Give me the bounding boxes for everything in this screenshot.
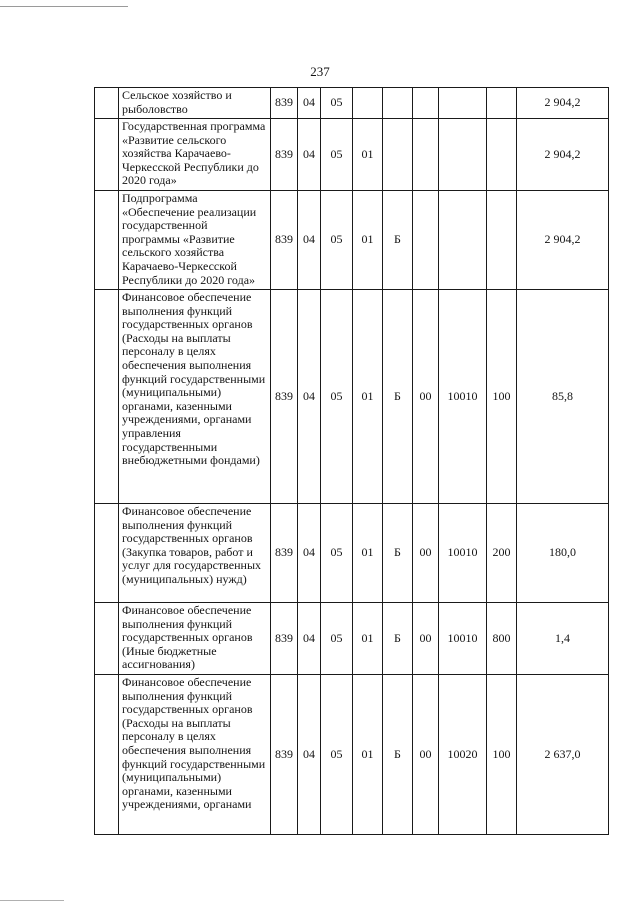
- table-row: [95, 290, 609, 504]
- direction-code: 10010: [439, 603, 487, 675]
- subprogram-code: [383, 119, 413, 191]
- amount: 2 637,0: [517, 675, 609, 835]
- expense-type-code: 800: [487, 603, 517, 675]
- blank-cell: [95, 191, 119, 290]
- ministry-code: 839: [271, 88, 298, 119]
- row-name: Финансовое обеспечение выполнения функций государственных органов (Иные бюджетные ассигнования): [119, 603, 271, 675]
- amount: 2 904,2: [517, 88, 609, 119]
- program-code: 01: [353, 504, 383, 603]
- subprogram-code: Б: [383, 603, 413, 675]
- section-code: 04: [298, 191, 321, 290]
- activity-code: 00: [413, 675, 439, 835]
- program-code: 01: [353, 119, 383, 191]
- expense-type-code: 200: [487, 504, 517, 603]
- program-code: 01: [353, 290, 383, 504]
- ministry-code: 839: [271, 504, 298, 603]
- row-name: Финансовое обеспечение выполнения функций государственных органов (Закупка товаров, работ и услуг для государственных (муниципальных) нужд): [119, 504, 271, 603]
- blank-cell: [95, 504, 119, 603]
- table-row: [95, 504, 609, 603]
- blank-cell: [95, 675, 119, 835]
- expense-type-code: [487, 191, 517, 290]
- subprogram-code: Б: [383, 675, 413, 835]
- direction-code: 10010: [439, 290, 487, 504]
- direction-code: [439, 88, 487, 119]
- direction-code: 10010: [439, 504, 487, 603]
- table-row: [95, 603, 609, 675]
- blank-cell: [95, 88, 119, 119]
- subsection-code: 05: [321, 603, 353, 675]
- ministry-code: 839: [271, 290, 298, 504]
- activity-code: 00: [413, 504, 439, 603]
- table-row: [95, 119, 609, 191]
- activity-code: [413, 119, 439, 191]
- ministry-code: 839: [271, 119, 298, 191]
- row-name: Финансовое обеспечение выполнения функций государственных органов (Расходы на выплаты персоналу в целях обеспечения выполнения функций государственными (муниципальными) органами, казенными учреждениями, органами управления государственными внебюджетными фондами): [119, 290, 271, 504]
- table-row: [95, 675, 609, 835]
- section-code: 04: [298, 88, 321, 119]
- direction-code: [439, 191, 487, 290]
- ministry-code: 839: [271, 675, 298, 835]
- program-code: [353, 88, 383, 119]
- direction-code: 10020: [439, 675, 487, 835]
- activity-code: [413, 191, 439, 290]
- activity-code: [413, 88, 439, 119]
- activity-code: 00: [413, 603, 439, 675]
- amount: 180,0: [517, 504, 609, 603]
- section-code: 04: [298, 290, 321, 504]
- blank-cell: [95, 603, 119, 675]
- table-row: [95, 191, 609, 290]
- section-code: 04: [298, 603, 321, 675]
- program-code: 01: [353, 191, 383, 290]
- row-name: Государственная программа «Развитие сельского хозяйства Карачаево-Черкесской Республики до 2020 года»: [119, 119, 271, 191]
- subsection-code: 05: [321, 675, 353, 835]
- row-name: Подпрограмма «Обеспечение реализации государственной программы «Развитие сельского хозяйства Карачаево-Черкесской Республики до 2020 года»: [119, 191, 271, 290]
- direction-code: [439, 119, 487, 191]
- subsection-code: 05: [321, 290, 353, 504]
- program-code: 01: [353, 603, 383, 675]
- row-name: Финансовое обеспечение выполнения функций государственных органов (Расходы на выплаты персоналу в целях обеспечения выполнения функций государственными (муниципальными) органами, казенными учреждениями, органами: [119, 675, 271, 835]
- amount: 2 904,2: [517, 119, 609, 191]
- amount: 85,8: [517, 290, 609, 504]
- row-name: Сельское хозяйство и рыболовство: [119, 88, 271, 119]
- scan-edge-mark: [0, 900, 64, 901]
- section-code: 04: [298, 675, 321, 835]
- budget-table: [94, 87, 609, 835]
- subprogram-code: Б: [383, 504, 413, 603]
- expense-type-code: 100: [487, 290, 517, 504]
- expense-type-code: [487, 119, 517, 191]
- subprogram-code: Б: [383, 191, 413, 290]
- ministry-code: 839: [271, 603, 298, 675]
- subsection-code: 05: [321, 191, 353, 290]
- page-number: 237: [310, 64, 330, 79]
- blank-cell: [95, 290, 119, 504]
- expense-type-code: [487, 88, 517, 119]
- program-code: 01: [353, 675, 383, 835]
- section-code: 04: [298, 119, 321, 191]
- subprogram-code: Б: [383, 290, 413, 504]
- subprogram-code: [383, 88, 413, 119]
- table-row: [95, 88, 609, 119]
- scan-edge-mark: [0, 6, 128, 7]
- subsection-code: 05: [321, 88, 353, 119]
- ministry-code: 839: [271, 191, 298, 290]
- subsection-code: 05: [321, 504, 353, 603]
- expense-type-code: 100: [487, 675, 517, 835]
- activity-code: 00: [413, 290, 439, 504]
- subsection-code: 05: [321, 119, 353, 191]
- amount: 2 904,2: [517, 191, 609, 290]
- amount: 1,4: [517, 603, 609, 675]
- blank-cell: [95, 119, 119, 191]
- section-code: 04: [298, 504, 321, 603]
